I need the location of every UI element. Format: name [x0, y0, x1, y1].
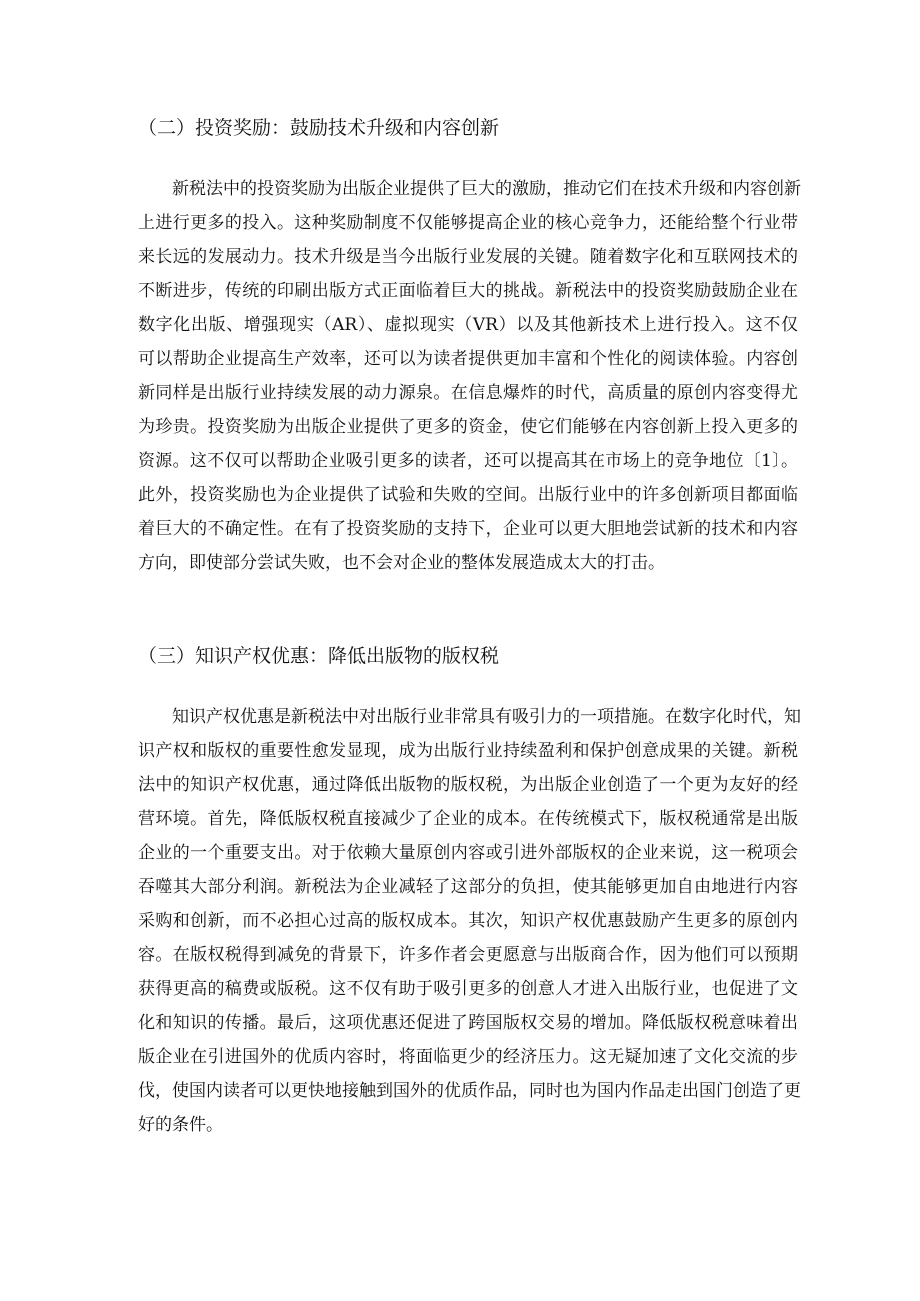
paragraph-investment-incentive [138, 172, 801, 580]
paragraph-line: 法中的知识产权优惠，通过降低出版物的版权税，为出版企业创造了一个更为友好的经 [138, 775, 798, 795]
paragraph-line: 吞噬其大部分利润。新税法为企业减轻了这部分的负担，使其能够更加自由地进行内容 [138, 877, 798, 897]
paragraph-line: 获得更高的稿费或版税。这不仅有助于吸引更多的创意人才进入出版行业，也促进了文 [138, 979, 798, 999]
paragraph-line: 好的条件。 [138, 1115, 223, 1135]
paragraph-line: 新同样是出版行业持续发展的动力源泉。在信息爆炸的时代，高质量的原创内容变得尤 [138, 383, 798, 403]
paragraph-line: 为珍贵。投资奖励为出版企业提供了更多的资金，使它们能够在内容创新上投入更多的 [138, 417, 798, 437]
paragraph-line: 容。在版权税得到减免的背景下，许多作者会更愿意与出版商合作，因为他们可以预期 [138, 945, 798, 965]
paragraph-line: 采购和创新，而不必担心过高的版权成本。其次，知识产权优惠鼓励产生更多的原创内 [138, 911, 798, 931]
paragraph-line: 企业的一个重要支出。对于依赖大量原创内容或引进外部版权的企业来说，这一税项会 [138, 843, 798, 863]
paragraph-line: 营环境。首先，降低版权税直接减少了企业的成本。在传统模式下，版权税通常是出版 [138, 809, 798, 829]
paragraph-line: 可以帮助企业提高生产效率，还可以为读者提供更加丰富和个性化的阅读体验。内容创 [138, 349, 798, 369]
paragraph-line: 知识产权优惠是新税法中对出版行业非常具有吸引力的一项措施。在数字化时代，知 [172, 707, 801, 727]
paragraph-line: 不断进步，传统的印刷出版方式正面临着巨大的挑战。新税法中的投资奖励鼓励企业在 [138, 281, 798, 301]
paragraph-line: 方向，即使部分尝试失败，也不会对企业的整体发展造成太大的打击。 [138, 553, 665, 573]
paragraph-line: 伐，使国内读者可以更快地接触到国外的优质作品，同时也为国内作品走出国门创造了更 [138, 1081, 801, 1101]
paragraph-line: 资源。这不仅可以帮助企业吸引更多的读者，还可以提高其在市场上的竞争地位〔1〕。 [138, 451, 798, 471]
paragraph-line: 数字化出版、增强现实（AR）、虚拟现实（VR）以及其他新技术上进行投入。这不仅 [138, 315, 798, 335]
paragraph-line: 上进行更多的投入。这种奖励制度不仅能够提高企业的核心竞争力，还能给整个行业带 [138, 213, 798, 233]
paragraph-line: 化和知识的传播。最后，这项优惠还促进了跨国版权交易的增加。降低版权税意味着出 [138, 1013, 798, 1033]
paragraph-line: 此外，投资奖励也为企业提供了试验和失败的空间。出版行业中的许多创新项目都面临 [138, 485, 798, 505]
paragraph-ip-preference [138, 700, 801, 1142]
paragraph-line: 着巨大的不确定性。在有了投资奖励的支持下，企业可以更大胆地尝试新的技术和内容 [138, 519, 798, 539]
paragraph-line: 来长远的发展动力。技术升级是当今出版行业发展的关键。随着数字化和互联网技术的 [138, 247, 798, 267]
section-heading-investment-incentive: （二）投资奖励：鼓励技术升级和内容创新 [138, 117, 500, 139]
paragraph-line: 版企业在引进国外的优质内容时，将面临更少的经济压力。这无疑加速了文化交流的步 [138, 1047, 798, 1067]
section-heading-ip-preference: （三）知识产权优惠：降低出版物的版权税 [138, 645, 500, 667]
paragraph-line: 新税法中的投资奖励为出版企业提供了巨大的激励，推动它们在技术升级和内容创新 [172, 179, 801, 199]
paragraph-line: 识产权和版权的重要性愈发显现，成为出版行业持续盈利和保护创意成果的关键。新税 [138, 741, 798, 761]
